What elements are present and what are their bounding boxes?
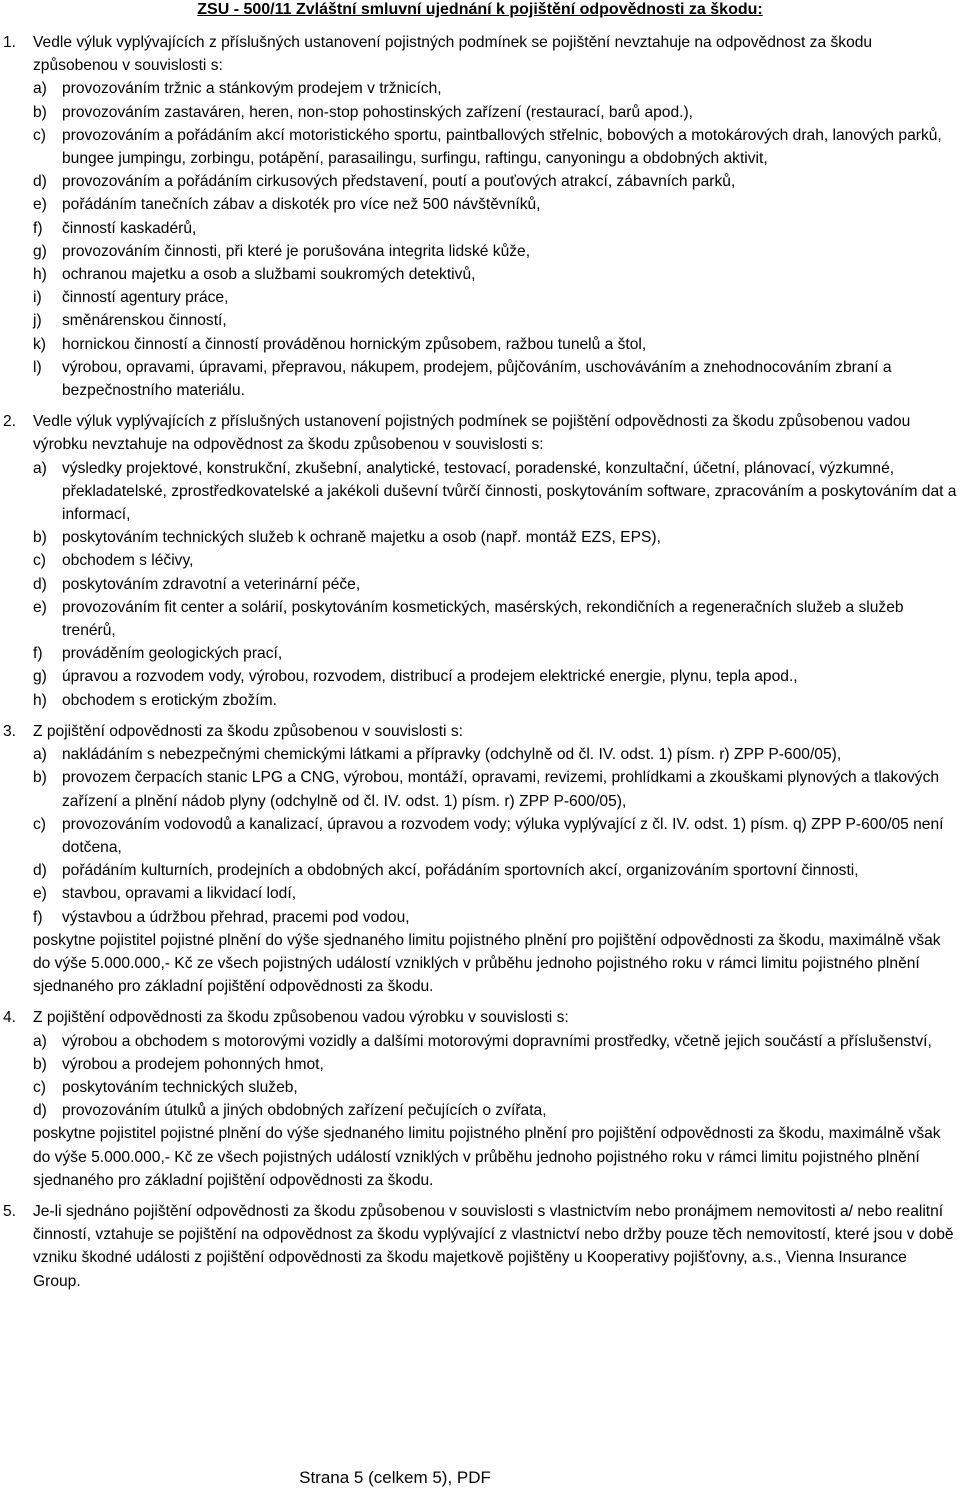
list-item bbox=[33, 813, 958, 859]
item-text: provozováním zastaváren, heren, non-stop pohostinských zařízení (restaurací, barů apod.), bbox=[62, 103, 694, 121]
document-body bbox=[0, 31, 960, 1301]
item-letter: d) bbox=[33, 1102, 47, 1120]
item-letter: c) bbox=[33, 1078, 46, 1096]
item-text: hornickou činností a činností prováděnou hornickým způsobem, ražbou tunelů a štol, bbox=[62, 335, 647, 353]
item-text: směnárenskou činností, bbox=[62, 312, 227, 330]
item-letter: a) bbox=[33, 459, 47, 477]
item-text: provozováním a pořádáním akcí motoristického sportu, paintballových střelnic, bobových a motokárových drah, lanových parků, bungee jumpingu, zorbingu, potápění, parasailingu, surfingu, raftingu, canyoningu a obdobných aktivit, bbox=[62, 126, 942, 168]
item-letter: e) bbox=[33, 598, 47, 616]
item-text: poskytováním technických služeb, bbox=[62, 1078, 298, 1096]
item-text: činností kaskadérů, bbox=[62, 219, 197, 237]
list-item bbox=[33, 333, 958, 356]
section-1 bbox=[0, 31, 960, 402]
section-number: 1. bbox=[3, 34, 17, 51]
section-intro: Vedle výluk vyplývajících z příslušných ustanovení pojistných podmínek se pojištění odpovědnosti za škodu způsobenou vadou výrobku nevztahuje na odpovědnost za škodu způsobenou v souvislosti s: bbox=[33, 413, 911, 454]
list-item bbox=[33, 356, 958, 402]
page-footer: Strana 5 (celkem 5), PDF bbox=[299, 1468, 491, 1487]
section-number: 4. bbox=[3, 1009, 17, 1027]
list-item bbox=[33, 743, 958, 766]
item-letter: b) bbox=[33, 103, 47, 121]
list-item bbox=[33, 309, 958, 332]
list-item bbox=[33, 906, 958, 929]
list-item bbox=[33, 665, 958, 688]
list-item bbox=[33, 193, 958, 216]
item-letter: b) bbox=[33, 769, 47, 787]
item-text: poskytováním zdravotní a veterinární péče, bbox=[62, 575, 361, 593]
list-item bbox=[33, 240, 958, 263]
item-letter: h) bbox=[33, 266, 47, 284]
item-text: stavbou, opravami a likvidací lodí, bbox=[62, 885, 297, 903]
item-text: provozováním a pořádáním cirkusových představení, poutí a pouťových atrakcí, zábavních parků, bbox=[62, 173, 736, 191]
item-letter: f) bbox=[33, 645, 43, 663]
section-intro: Je-li sjednáno pojištění odpovědnosti za škodu způsobenou v souvislosti s vlastnictvím nebo pronájmem nemovitosti a/ nebo realitní činností, vztahuje se pojištění na odpovědnost za škodu vyplývající z vlastnictví nebo držby pouze těch nemovitostí, které jsou v době vzniku škodné události z pojištění odpovědnosti za škodu majetkově pojištěny u Kooperativy pojišťovny, a.s., Vienna Insurance Group. bbox=[33, 1202, 954, 1290]
item-text: pořádáním kulturních, prodejních a obdobných akcí, pořádáním sportovních akcí, organizováním sportovní činnosti, bbox=[62, 862, 859, 880]
item-letter: g) bbox=[33, 242, 47, 260]
item-text: úpravou a rozvodem vody, výrobou, rozvodem, distribucí a prodejem elektrické energie, plynu, tepla apod., bbox=[62, 668, 798, 686]
item-text: výrobou a obchodem s motorovými vozidly a dalšími motorovými dopravními prostředky, včetně jejich součástí a příslušenství, bbox=[62, 1032, 932, 1050]
item-letter: a) bbox=[33, 80, 47, 98]
list-item bbox=[33, 766, 958, 812]
item-text: činností agentury práce, bbox=[62, 289, 229, 307]
item-letter: c) bbox=[33, 126, 46, 144]
item-letter: h) bbox=[33, 691, 47, 709]
list-item bbox=[33, 1099, 958, 1122]
item-letter: e) bbox=[33, 885, 47, 903]
section-tail: poskytne pojistitel pojistné plnění do výše sjednaného limitu pojistného plnění pro pojištění odpovědnosti za škodu, maximálně však do výše 5.000.000,- Kč ze všech pojistných událostí vzniklých v průběhu jednoho pojistného roku v rámci limitu pojistného plnění sjednaného pro základní pojištění odpovědnosti za škodu. bbox=[33, 1125, 941, 1189]
item-text: výrobou a prodejem pohonných hmot, bbox=[62, 1055, 324, 1073]
item-text: výstavbou a údržbou přehrad, pracemi pod vodou, bbox=[62, 908, 410, 926]
list-item bbox=[33, 1053, 958, 1076]
item-text: ochranou majetku a osob a službami soukromých detektivů, bbox=[62, 266, 476, 284]
list-item bbox=[33, 573, 958, 596]
list-item bbox=[33, 859, 958, 882]
item-letter: a) bbox=[33, 1032, 47, 1050]
item-letter: f) bbox=[33, 908, 43, 926]
item-text: provozováním tržnic a stánkovým prodejem v tržnicích, bbox=[62, 80, 442, 98]
section-2 bbox=[0, 410, 960, 712]
list-item bbox=[33, 457, 958, 527]
list-item bbox=[33, 101, 958, 124]
item-text: obchodem s léčivy, bbox=[62, 552, 194, 570]
list-item bbox=[33, 170, 958, 193]
item-text: nakládáním s nebezpečnými chemickými látkami a přípravky (odchylně od čl. IV. odst. 1) písm. r) ZPP P-600/05), bbox=[62, 746, 842, 764]
item-letter: a) bbox=[33, 746, 47, 764]
item-letter: b) bbox=[33, 529, 47, 547]
item-letter: c) bbox=[33, 815, 46, 833]
document-title: ZSU - 500/11 Zvláštní smluvní ujednání k pojištění odpovědnosti za škodu: bbox=[197, 1, 763, 18]
section-number: 3. bbox=[3, 722, 17, 740]
section-intro: Vedle výluk vyplývajících z příslušných ustanovení pojistných podmínek se pojištění nevztahuje na odpovědnost za škodu způsobenou v souvislosti s: bbox=[33, 34, 873, 75]
list-item bbox=[33, 217, 958, 240]
item-letter: g) bbox=[33, 668, 47, 686]
item-letter: f) bbox=[33, 219, 43, 237]
list-item bbox=[33, 263, 958, 286]
list-item bbox=[33, 1030, 958, 1053]
section-intro: Z pojištění odpovědnosti za škodu způsobenou vadou výrobku v souvislosti s: bbox=[33, 1009, 569, 1027]
item-text: obchodem s erotickým zbožím. bbox=[62, 691, 277, 709]
item-letter: d) bbox=[33, 575, 47, 593]
list-item bbox=[33, 77, 958, 100]
list-item bbox=[33, 642, 958, 665]
section-3 bbox=[0, 720, 960, 998]
item-letter: c) bbox=[33, 552, 46, 570]
list-item bbox=[33, 286, 958, 309]
list-item bbox=[33, 689, 958, 712]
item-text: provozováním útulků a jiných obdobných zařízení pečujících o zvířata, bbox=[62, 1102, 547, 1120]
item-text: poskytováním technických služeb k ochraně majetku a osob (např. montáž EZS, EPS), bbox=[62, 529, 661, 547]
list-item bbox=[33, 596, 958, 642]
item-letter: e) bbox=[33, 196, 47, 214]
item-text: výrobou, opravami, úpravami, přepravou, nákupem, prodejem, půjčováním, uschováváním a znehodnocováním zbraní a bezpečnostního materiálu. bbox=[62, 358, 892, 400]
item-text: provozováním fit center a solárií, poskytováním kosmetických, masérských, rekondičních a regeneračních služeb a služeb trenérů, bbox=[62, 598, 904, 640]
item-letter: k) bbox=[33, 335, 46, 353]
section-number: 5. bbox=[3, 1202, 17, 1220]
item-letter: d) bbox=[33, 862, 47, 880]
list-item bbox=[33, 1076, 958, 1099]
list-item bbox=[33, 882, 958, 905]
item-text: provozem čerpacích stanic LPG a CNG, výrobou, montáží, opravami, revizemi, prohlídkami a zkouškami plynových a tlakových zařízení a plnění nádob plyny (odchylně od čl. IV. odst. 1) písm. r) ZPP P-600/05), bbox=[62, 769, 940, 810]
item-text: pořádáním tanečních zábav a diskoték pro více než 500 návštěvníků, bbox=[62, 196, 541, 214]
item-text: provozováním vodovodů a kanalizací, úpravou a rozvodem vody; výluka vyplývající z čl. IV. odst. 1) písm. q) ZPP P-600/05 není dotčena, bbox=[62, 815, 944, 856]
list-item bbox=[33, 124, 958, 170]
section-intro: Z pojištění odpovědnosti za škodu způsobenou v souvislosti s: bbox=[33, 722, 463, 740]
list-item bbox=[33, 526, 958, 549]
item-letter: d) bbox=[33, 173, 47, 191]
item-letter: i) bbox=[33, 289, 42, 307]
section-5 bbox=[0, 1200, 960, 1293]
item-letter: j) bbox=[33, 312, 42, 330]
item-letter: l) bbox=[33, 358, 42, 376]
section-number: 2. bbox=[3, 413, 17, 431]
item-text: prováděním geologických prací, bbox=[62, 645, 283, 663]
section-tail: poskytne pojistitel pojistné plnění do výše sjednaného limitu pojistného plnění pro pojištění odpovědnosti za škodu, maximálně však do výše 5.000.000,- Kč ze všech pojistných událostí vzniklých v průběhu jednoho pojistného roku v rámci limitu pojistného plnění sjednaného pro základní pojištění odpovědnosti za škodu. bbox=[33, 931, 941, 996]
section-4 bbox=[0, 1006, 960, 1192]
item-text: výsledky projektové, konstrukční, zkušební, analytické, testovací, poradenské, konzultační, účetní, plánovací, výzkumné, překladatelské, zprostředkovatelské a jakékoli duševní tvůrčí činnosti, poskytováním software, zpracováním a poskytováním dat a informací, bbox=[62, 459, 957, 524]
item-text: provozováním činnosti, při které je porušována integrita lidské kůže, bbox=[62, 242, 531, 260]
list-item bbox=[33, 549, 958, 572]
item-letter: b) bbox=[33, 1055, 47, 1073]
